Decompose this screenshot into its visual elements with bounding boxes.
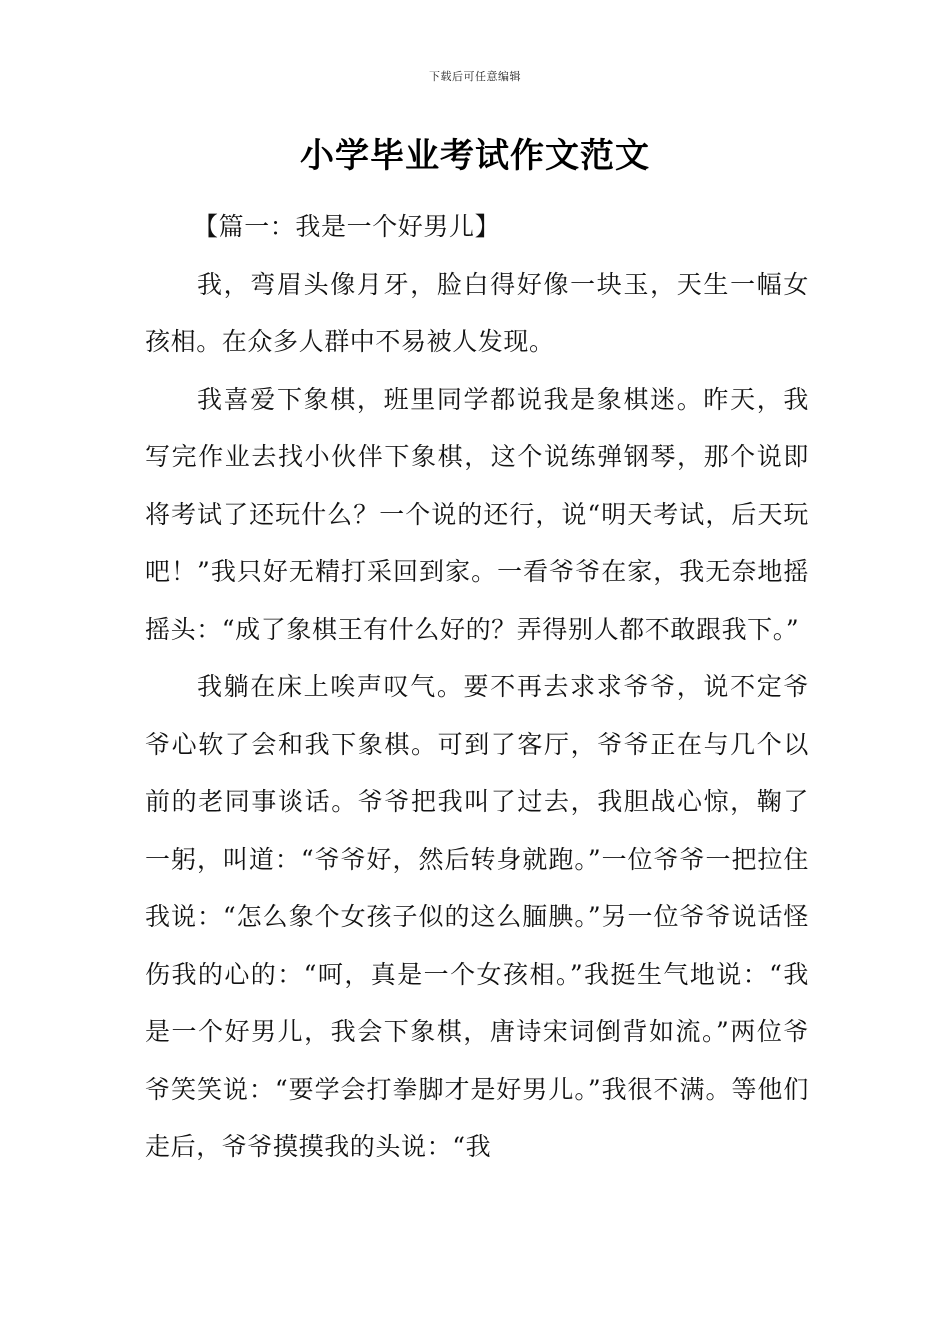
- section-heading: 【篇一：我是一个好男儿】: [193, 212, 501, 241]
- paragraph-1: 我，弯眉头像月牙，脸白得好像一块玉，天生一幅女孩相。在众多人群中不易被人发现。: [145, 269, 809, 356]
- paragraph-3: 我躺在床上唉声叹气。要不再去求求爷爷，说不定爷爷心软了会和我下象棋。可到了客厅，爷爷正在与几个以前的老同事谈话。爷爷把我叫了过去，我胆战心惊，鞠了一躬，叫道：“爷爷好，然后转身就跑。”一位爷爷一把拉住我说：“怎么象个女孩子似的这么腼腆。”另一位爷爷说话怪伤我的心的：“呵，真是一个女孩相。”我挺生气地说：“我是一个好男儿，我会下象棋，唐诗宋词倒背如流。”两位爷爷笑笑说：“要学会打拳脚才是好男儿。”我很不满。等他们走后，爷爷摸摸我的头说：“我: [145, 672, 809, 1161]
- header-note: 下载后可任意编辑: [429, 70, 521, 83]
- document-title: 小学毕业考试作文范文: [300, 136, 650, 176]
- document-body: [145, 198, 809, 1176]
- paragraph-2: 我喜爱下象棋，班里同学都说我是象棋迷。昨天，我写完作业去找小伙伴下象棋，这个说练弹钢琴，那个说即将考试了还玩什么？一个说的还行，说“明天考试，后天玩吧！”我只好无精打采回到家。一看爷爷在家，我无奈地摇摇头：“成了象棋王有什么好的？弄得别人都不敢跟我下。”: [145, 384, 809, 644]
